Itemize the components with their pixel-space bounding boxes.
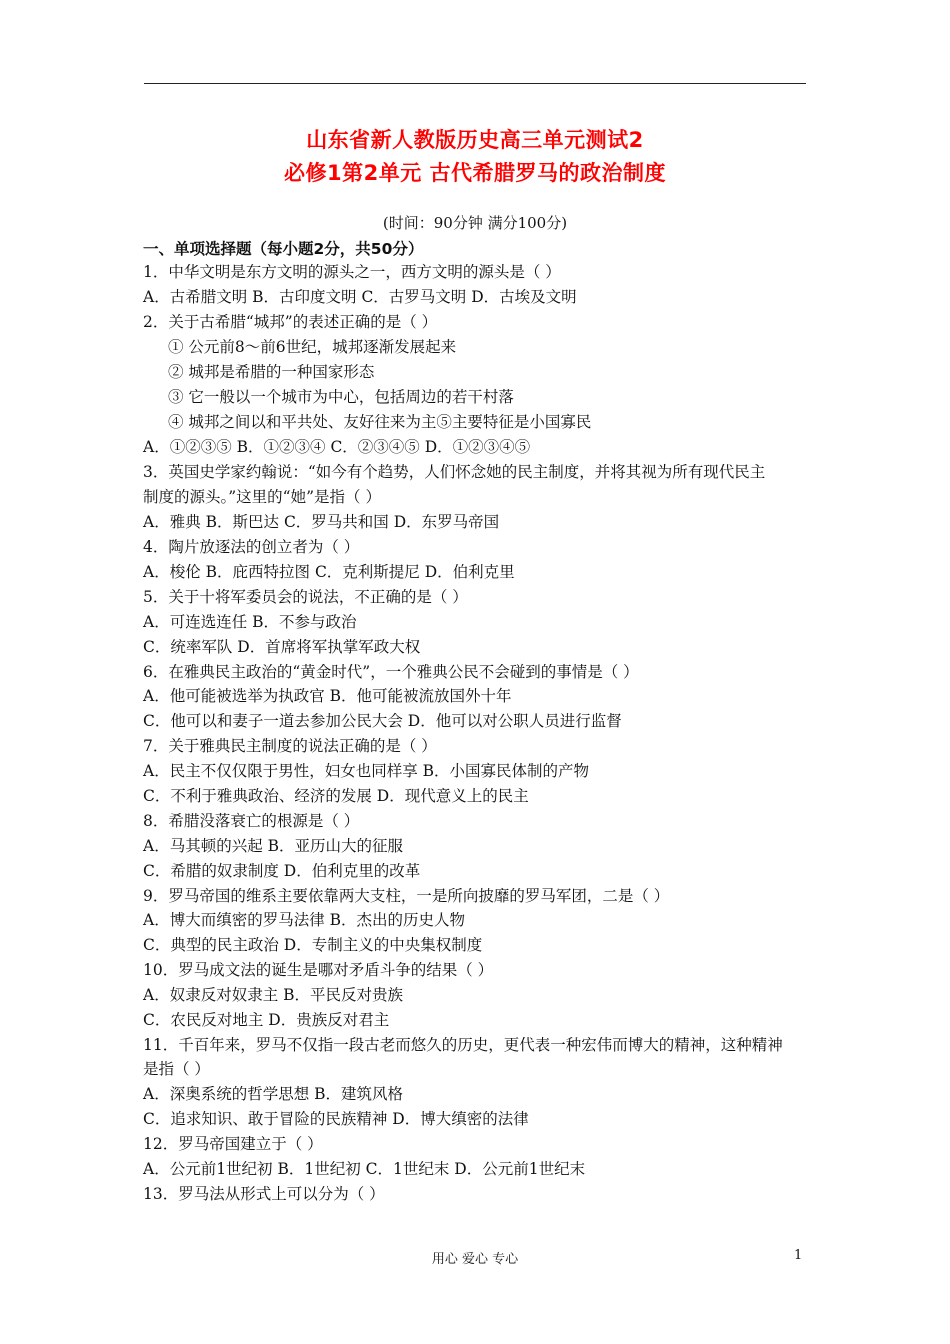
option-line: A．博大而缜密的罗马法律 B．杰出的历史人物 (143, 911, 466, 929)
time-info: (时间：90分钟 满分100分) (382, 214, 568, 232)
option-line: A．深奥系统的哲学思想 B．建筑风格 (143, 1085, 404, 1103)
option-line: A．古希腊文明 B．古印度文明 C．古罗马文明 D．古埃及文明 (143, 288, 577, 306)
title-line-2: 必修1第2单元 古代希腊罗马的政治制度 (283, 161, 667, 185)
option-line: C．追求知识、敢于冒险的民族精神 D．博大缜密的法律 (143, 1110, 529, 1128)
option-line: C．不利于雅典政治、经济的发展 D．现代意义上的民主 (143, 787, 529, 805)
question-line-continued: 制度的源头。”这里的“她”是指（ ） (143, 488, 381, 506)
section-heading: 一、单项选择题（每小题2分，共50分） (143, 240, 424, 258)
option-line: A．公元前1世纪初 B．1世纪初 C．1世纪末 D．公元前1世纪末 (143, 1160, 586, 1178)
option-line: C．典型的民主政治 D．专制主义的中央集权制度 (143, 936, 483, 954)
option-line: C．他可以和妻子一道去参加公民大会 D．他可以对公职人员进行监督 (143, 712, 622, 730)
question-line: 5．关于十将军委员会的说法，不正确的是（ ） (143, 588, 468, 606)
statement-line: ③ 它一般以一个城市为中心，包括周边的若干村落 (168, 388, 514, 406)
question-line: 12．罗马帝国建立于（ ） (143, 1135, 323, 1153)
footer-slogan: 用心 爱心 专心 (431, 1252, 519, 1267)
option-line: A．马其顿的兴起 B．亚历山大的征服 (143, 837, 404, 855)
statement-line: ④ 城邦之间以和平共处、友好往来为主⑤主要特征是小国寡民 (168, 413, 592, 431)
statement-line: ① 公元前8～前6世纪，城邦逐渐发展起来 (168, 338, 457, 356)
statement-line: ② 城邦是希腊的一种国家形态 (168, 363, 375, 381)
option-line: C．希腊的奴隶制度 D．伯利克里的改革 (143, 862, 421, 880)
option-line: A．他可能被选举为执政官 B．他可能被流放国外十年 (143, 687, 512, 705)
question-line: 1．中华文明是东方文明的源头之一，西方文明的源头是（ ） (143, 263, 561, 281)
option-line: C．农民反对地主 D．贵族反对君主 (143, 1011, 390, 1029)
option-line: C．统率军队 D．首席将军执掌军政大权 (143, 638, 421, 656)
question-line: 9．罗马帝国的维系主要依靠两大支柱，一是所向披靡的罗马军团，二是（ ） (143, 887, 670, 905)
option-line: A．雅典 B．斯巴达 C．罗马共和国 D．东罗马帝国 (143, 513, 500, 531)
header-rule (144, 83, 806, 84)
question-line: 8．希腊没落衰亡的根源是（ ） (143, 812, 360, 830)
question-line: 3．英国史学家约翰说：“如今有个趋势，人们怀念她的民主制度，并将其视为所有现代民主 (143, 463, 766, 481)
question-line: 11．千百年来，罗马不仅指一段古老而悠久的历史，更代表一种宏伟而博大的精神，这种精神 (143, 1036, 783, 1054)
question-line: 4．陶片放逐法的创立者为（ ） (143, 538, 360, 556)
question-line: 2．关于古希腊“城邦”的表述正确的是（ ） (143, 313, 438, 331)
question-line: 10．罗马成文法的诞生是哪对矛盾斗争的结果（ ） (143, 961, 494, 979)
option-line: A．梭伦 B．庇西特拉图 C．克利斯提尼 D．伯利克里 (143, 563, 515, 581)
option-line: A．可连选连任 B．不参与政治 (143, 613, 357, 631)
option-line: A．奴隶反对奴隶主 B．平民反对贵族 (143, 986, 404, 1004)
question-line-continued: 是指（ ） (143, 1060, 210, 1078)
question-line: 6．在雅典民主政治的“黄金时代”，一个雅典公民不会碰到的事情是（ ） (143, 663, 639, 681)
option-line: A．①②③⑤ B．①②③④ C．②③④⑤ D．①②③④⑤ (143, 438, 531, 456)
option-line: A．民主不仅仅限于男性，妇女也同样享 B．小国寡民体制的产物 (143, 762, 590, 780)
title-line-1: 山东省新人教版历史高三单元测试2 (306, 128, 644, 152)
question-line: 13．罗马法从形式上可以分为（ ） (143, 1185, 385, 1203)
page-number: 1 (794, 1248, 803, 1263)
question-line: 7．关于雅典民主制度的说法正确的是（ ） (143, 737, 437, 755)
